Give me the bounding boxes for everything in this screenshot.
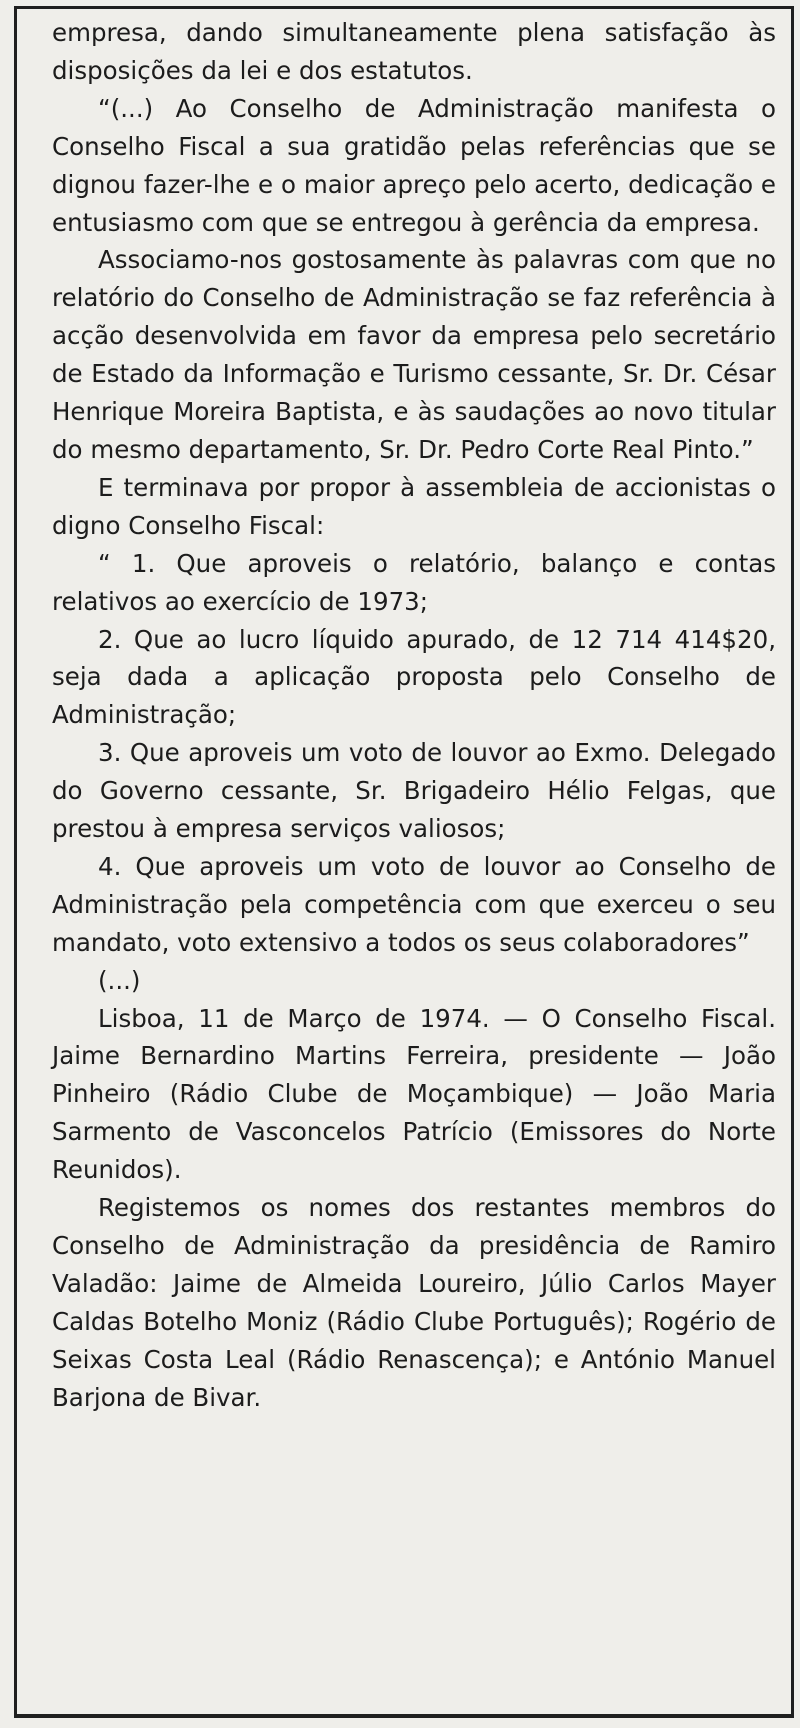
proposal-item-2: 2. Que ao lucro líquido apurado, de 12 714 414$20, seja dada a aplicação proposta pelo Conselho de Administração; xyxy=(52,624,776,730)
proposal-item-4: 4. Que aproveis um voto de louvor ao Conselho de Administração pela competência com que exerceu o seu mandato, voto extensivo a todos os seus colaboradores” xyxy=(52,851,776,957)
proposal-item-1: “ 1. Que aproveis o relatório, balanço e contas relativos ao exercício de 1973; xyxy=(52,548,776,616)
article-text xyxy=(52,14,776,1417)
proposal-item-3: 3. Que aproveis um voto de louvor ao Exmo. Delegado do Governo cessante, Sr. Brigadeiro Hélio Felgas, que prestou à empresa serviços valiosos; xyxy=(52,738,776,844)
paragraph-board-members: Registemos os nomes dos restantes membros do Conselho de Administração da presidência de Ramiro Valadão: Jaime de Almeida Loureiro, Júlio Carlos Mayer Caldas Botelho Moniz (Rádio Clube Português); Rogério de Seixas Costa Leal (Rádio Renascença); e António Manuel Barjona de Bivar. xyxy=(52,1193,776,1412)
paragraph-signature: Lisboa, 11 de Março de 1974. — O Conselho Fiscal. Jaime Bernardino Martins Ferreira, presidente — João Pinheiro (Rádio Clube de Moçambique) — João Maria Sarmento de Vasconcelos Patrício (Emissores do Norte Reunidos). xyxy=(52,1003,776,1185)
paragraph-proposal-intro: E terminava por propor à assembleia de accionistas o digno Conselho Fiscal: xyxy=(52,472,776,540)
ellipsis-line: (...) xyxy=(98,965,141,995)
paragraph-fiscal-council-quote: “(...) Ao Conselho de Administração manifesta o Conselho Fiscal a sua gratidão pelas referências que se dignou fazer-lhe e o maior apreço pelo acerto, dedicação e entusiasmo com que se entregou à gerência da empresa. xyxy=(52,93,776,237)
paragraph-acknowledgement: Associamo-nos gostosamente às palavras com que no relatório do Conselho de Administração se faz referência à acção desenvolvida em favor da empresa pelo secretário de Estado da Informação e Turismo cessante, Sr. Dr. César Henrique Moreira Baptista, e às saudações ao novo titular do mesmo departamento, Sr. Dr. Pedro Corte Real Pinto.” xyxy=(52,245,776,464)
paragraph-continuation: empresa, dando simultaneamente plena satisfação às disposições da lei e dos estatutos. xyxy=(52,18,776,85)
